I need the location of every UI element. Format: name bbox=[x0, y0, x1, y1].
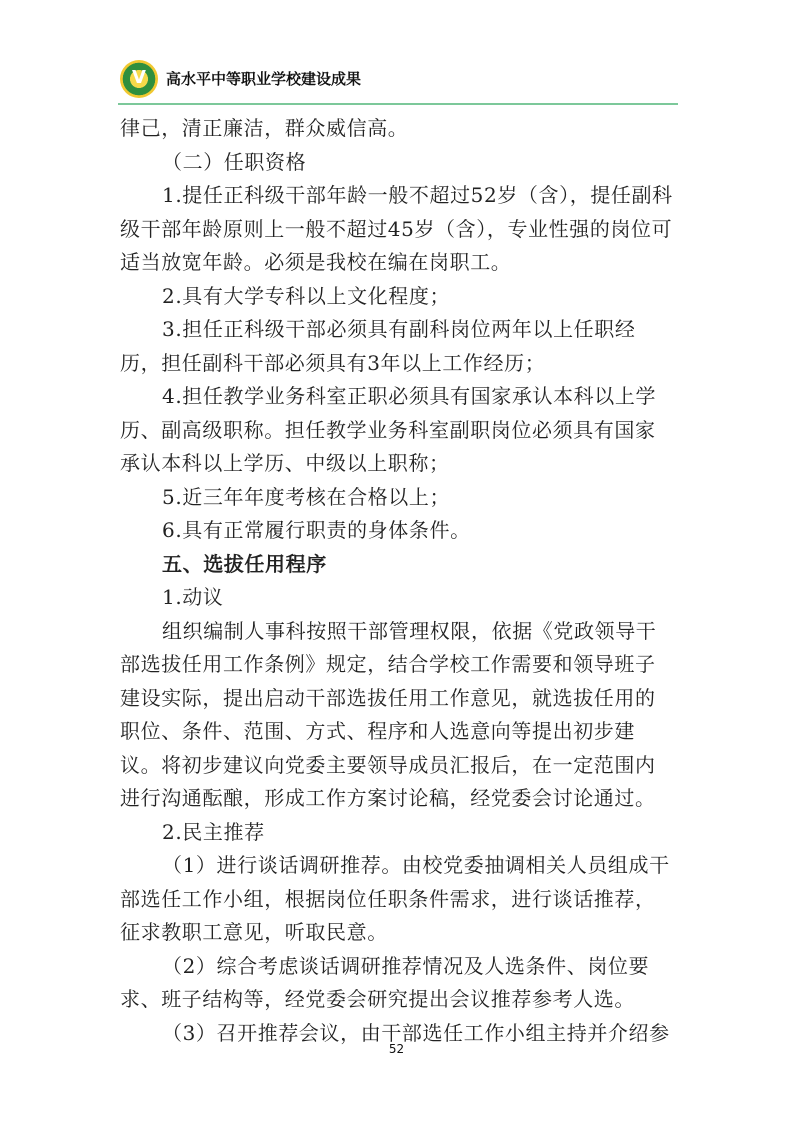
paragraph: （二）任职资格 bbox=[162, 149, 307, 174]
paragraph: 2.民主推荐 bbox=[162, 819, 265, 844]
header-divider bbox=[118, 103, 678, 105]
page-header bbox=[120, 56, 680, 100]
page-number: 52 bbox=[388, 1042, 405, 1056]
paragraph: 4.担任教学业务科室正职必须具有国家承认本科以上学历、副高级职称。担任教学业务科室副职岗位必须具有国家承认本科以上学历、中级以上职称； bbox=[120, 384, 657, 475]
paragraph: 2.具有大学专科以上文化程度； bbox=[162, 283, 451, 308]
paragraph: 组织编制人事科按照干部管理权限，依据《党政领导干部选拔任用工作条例》规定，结合学校工作需要和领导班子建设实际，提出启动干部选拔任用工作意见，就选拔任用的职位、条件、范围、方式、程序和人选意向等提出初步建议。将初步建议向党委主要领导成员汇报后，在一定范围内进行沟通酝酿，形成工作方案讨论稿，经党委会讨论通过。 bbox=[120, 618, 657, 810]
paragraph: 3.担任正科级干部必须具有副科岗位两年以上任职经历，担任副科干部必须具有3年以上工作经历； bbox=[120, 317, 636, 375]
paragraph: 5.近三年年度考核在合格以上； bbox=[162, 484, 451, 509]
paragraph: 6.具有正常履行职责的身体条件。 bbox=[162, 518, 471, 542]
paragraph: 律己，清正廉洁，群众威信高。 bbox=[120, 116, 409, 140]
paragraph: 1.动议 bbox=[162, 585, 224, 609]
school-logo-icon bbox=[120, 60, 158, 98]
document-body bbox=[120, 112, 676, 1050]
section-heading: 五、选拔任用程序 bbox=[162, 551, 327, 576]
paragraph: 1.提任正科级干部年龄一般不超过52岁（含），提任副科级干部年龄原则上一般不超过45岁（含），专业性强的岗位可适当放宽年龄。必须是我校在编在岗职工。 bbox=[120, 183, 673, 274]
paragraph: （3）召开推荐会议，由干部选任工作小组主持并介绍参 bbox=[162, 1020, 670, 1045]
paragraph: （2）综合考虑谈话调研推荐情况及人选条件、岗位要求、班子结构等，经党委会研究提出会议推荐参考人选。 bbox=[120, 953, 650, 1011]
logo-letter: V bbox=[132, 67, 146, 88]
header-title: 高水平中等职业学校建设成果 bbox=[166, 70, 362, 88]
paragraph: （1）进行谈话调研推荐。由校党委抽调相关人员组成干部选任工作小组，根据岗位任职条件需求，进行谈话推荐，征求教职工意见，听取民意。 bbox=[120, 853, 670, 944]
